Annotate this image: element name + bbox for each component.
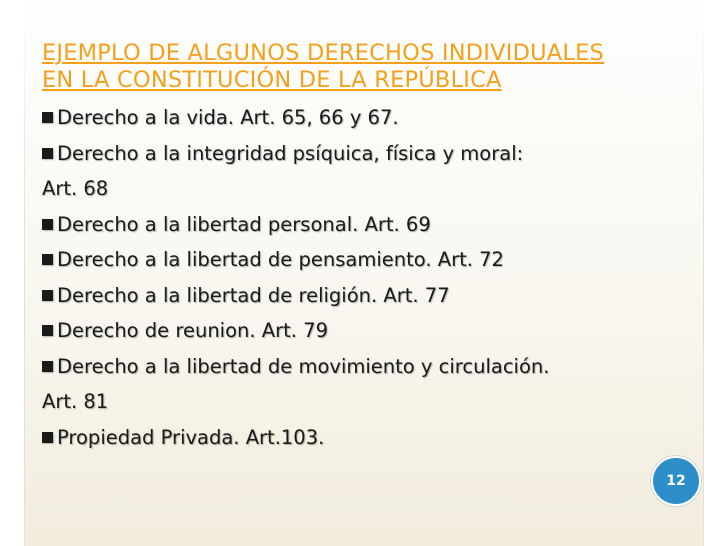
list-item-text: Derecho de reunion. Art. 79 bbox=[57, 319, 329, 342]
list-item-text: Derecho a la libertad de movimiento y circulación. bbox=[57, 354, 550, 378]
square-bullet-icon bbox=[42, 219, 53, 230]
square-bullet-icon bbox=[42, 361, 53, 372]
list-item-text: Derecho a la libertad de religión. Art. 77 bbox=[57, 283, 450, 307]
list-item-text: Derecho a la libertad personal. Art. 69 bbox=[57, 212, 431, 236]
list-item-integridad bbox=[42, 136, 692, 172]
rights-list bbox=[42, 100, 692, 455]
list-item-text: Derecho a la libertad de pensamiento. Art. 72 bbox=[57, 248, 504, 271]
list-item-reunion bbox=[42, 313, 692, 349]
list-item-libertad-pensamiento bbox=[42, 242, 692, 278]
list-item-text: Art. 68 bbox=[42, 177, 109, 200]
square-bullet-icon bbox=[42, 432, 53, 443]
list-item-libertad-religion bbox=[42, 278, 692, 314]
list-item-movimiento bbox=[42, 349, 692, 385]
list-item-continuation bbox=[42, 171, 692, 207]
list-item-continuation bbox=[42, 384, 692, 420]
list-item-text: Derecho a la vida. Art. 65, 66 y 67. bbox=[57, 106, 399, 129]
square-bullet-icon bbox=[42, 112, 53, 123]
list-item-libertad-personal bbox=[42, 207, 692, 243]
list-item-text: Propiedad Privada. Art.103. bbox=[57, 425, 325, 449]
slide-title bbox=[42, 40, 682, 94]
list-item-propiedad bbox=[42, 420, 692, 456]
list-item-text: Derecho a la integridad psíquica, física y moral: bbox=[57, 141, 524, 165]
square-bullet-icon bbox=[42, 325, 53, 336]
square-bullet-icon bbox=[42, 254, 53, 265]
list-item-vida bbox=[42, 100, 692, 136]
page-number-badge: 12 bbox=[651, 456, 701, 506]
square-bullet-icon bbox=[42, 148, 53, 159]
title-line-2: EN LA CONSTITUCIÓN DE LA REPÚBLICA bbox=[42, 67, 502, 93]
title-line-1: EJEMPLO DE ALGUNOS DERECHOS INDIVIDUALES bbox=[42, 40, 604, 66]
list-item-text: Art. 81 bbox=[42, 390, 109, 413]
square-bullet-icon bbox=[42, 290, 53, 301]
